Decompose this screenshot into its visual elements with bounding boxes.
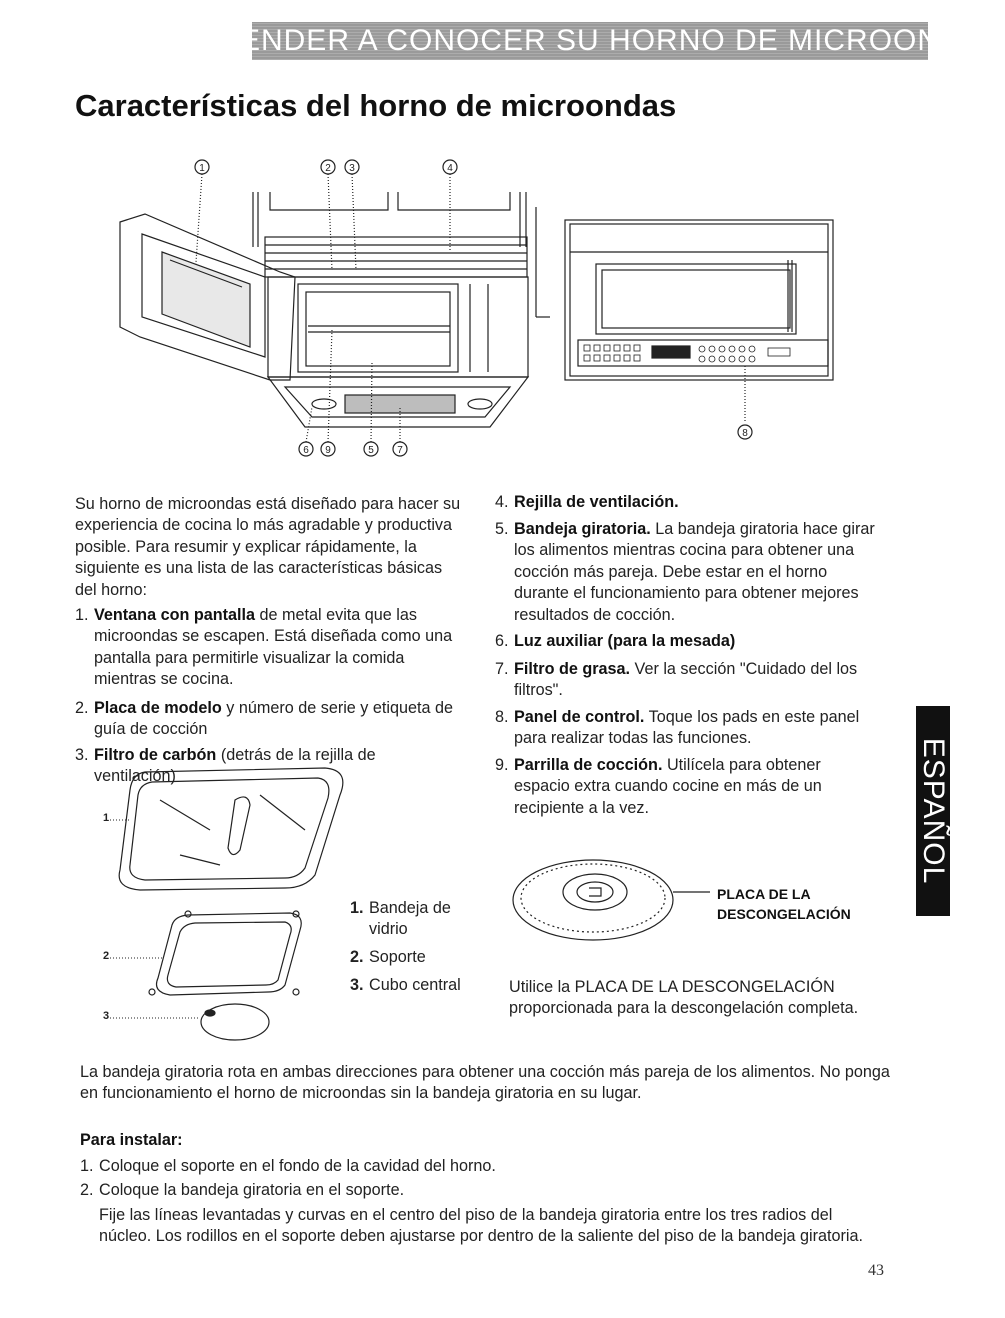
feature-1 <box>75 605 460 691</box>
feature-4 <box>495 492 885 513</box>
defrost-paragraph: Utilice la PLACA DE LA DESCONGELACIÓN proporcionada para la descongelación completa. <box>509 978 859 1018</box>
step-text: Coloque la bandeja giratoria en el soporte. <box>99 1181 405 1199</box>
feature-number: 3. <box>75 746 89 764</box>
part-number: 3. <box>350 976 364 994</box>
part-label: Cubo central <box>369 976 461 994</box>
feature-text: Utilícela para obtener espacio extra cuando cocine en más de un recipiente a la vez. <box>514 756 822 817</box>
callout-label-7: 7 <box>397 445 403 456</box>
turntable-part-1 <box>350 898 470 941</box>
feature-2 <box>75 698 460 741</box>
feature-title: Rejilla de ventilación. <box>514 493 679 511</box>
defrost-plate-illustration <box>505 852 720 952</box>
feature-title: Parrilla de cocción. <box>514 756 663 774</box>
feature-text: Ver la sección "Cuidado del los filtros". <box>514 660 858 700</box>
feature-title: Panel de control. <box>514 708 645 726</box>
feature-8 <box>495 707 885 750</box>
callout-label-1: 1 <box>199 163 205 174</box>
feature-text: La bandeja giratoria hace girar los alimentos mientras cocina para obtener una cocción más pareja. Debe estar en el horno durante el funcionamiento para obtener mejores resultados de cocción. <box>514 520 875 624</box>
install-note: Fije las líneas levantadas y curvas en el centro del piso de la bandeja giratoria entre los tres radios del núcleo. Los rodillos en el soporte deben ajustarse por dentro de la saliente del piso de la bandeja giratoria. <box>99 1206 864 1246</box>
feature-title: Luz auxiliar (para la mesada) <box>514 632 736 650</box>
feature-7 <box>495 659 885 702</box>
feature-text: y número de serie y etiqueta de guía de cocción <box>94 699 454 739</box>
feature-number: 7. <box>495 660 509 678</box>
callout-label-8: 8 <box>742 428 748 439</box>
feature-title: Bandeja giratoria. <box>514 520 651 538</box>
install-step-1 <box>80 1156 880 1177</box>
turntable-fig-label-1: 1 <box>103 812 110 824</box>
step-number: 2. <box>80 1181 94 1199</box>
feature-title: Filtro de grasa. <box>514 660 631 678</box>
feature-9 <box>495 755 865 819</box>
turntable-parts-illustration <box>100 760 350 1040</box>
part-number: 1. <box>350 899 364 917</box>
feature-title: Filtro de carbón <box>94 746 217 764</box>
feature-number: 6. <box>495 632 509 650</box>
callout-label-6: 6 <box>303 445 309 456</box>
feature-5 <box>495 519 885 626</box>
turntable-part-3 <box>350 975 470 996</box>
part-label: Bandeja de vidrio <box>369 899 451 939</box>
language-tab-label: ESPAÑOL <box>917 737 950 885</box>
part-number: 2. <box>350 948 364 966</box>
feature-title: Placa de modelo <box>94 699 222 717</box>
feature-number: 9. <box>495 756 509 774</box>
microwave-features-illustration <box>100 152 860 467</box>
step-number: 1. <box>80 1157 94 1175</box>
turntable-part-2 <box>350 947 470 968</box>
feature-text: de metal evita que las microondas se escapen. Está diseñada como una pantalla para permitirle visualizar la comida mientras se cocina. <box>94 606 453 689</box>
callout-label-4: 4 <box>447 163 453 174</box>
turntable-note: La bandeja giratoria rota en ambas direcciones para obtener una cocción más pareja de los alimentos. No ponga en funcionamiento el horno de microondas sin la bandeja giratoria en su lugar. <box>80 1063 890 1103</box>
feature-title: Ventana con pantalla <box>94 606 256 624</box>
turntable-fig-label-2: 2 <box>103 950 110 962</box>
defrost-label-line-1: PLACA DE LA <box>717 886 811 902</box>
feature-number: 8. <box>495 708 509 726</box>
feature-number: 5. <box>495 520 509 538</box>
feature-number: 2. <box>75 699 89 717</box>
callout-label-9: 9 <box>325 445 331 456</box>
page-title: Características del horno de microondas <box>75 88 677 123</box>
section-banner: APRENDER A CONOCER SU HORNO DE MICROONDAS <box>252 22 928 60</box>
callout-label-5: 5 <box>368 445 374 456</box>
callout-label-2: 2 <box>325 163 331 174</box>
feature-number: 1. <box>75 606 89 624</box>
feature-6 <box>495 631 885 652</box>
feature-text: (detrás de la rejilla de ventilación) <box>94 746 376 786</box>
install-step-2 <box>80 1180 880 1201</box>
turntable-fig-label-3: 3 <box>103 1010 110 1022</box>
callout-label-3: 3 <box>349 163 355 174</box>
feature-number: 4. <box>495 493 509 511</box>
language-side-tab <box>916 706 950 916</box>
defrost-label-line-2: DESCONGELACIÓN <box>717 906 851 922</box>
intro-paragraph: Su horno de microondas está diseñado para hacer su experiencia de cocina lo más agradable y productiva posible. Para resumir y explicar rápidamente, la siguiente es una lista de las características básicas del horno: <box>75 495 461 599</box>
part-label: Soporte <box>369 948 426 966</box>
step-text: Coloque el soporte en el fondo de la cavidad del horno. <box>99 1157 496 1175</box>
install-heading: Para instalar: <box>80 1131 183 1149</box>
feature-text: Toque los pads en este panel para realizar todas las funciones. <box>514 708 860 748</box>
defrost-plate-label <box>717 884 851 924</box>
page-number: 43 <box>868 1262 884 1279</box>
